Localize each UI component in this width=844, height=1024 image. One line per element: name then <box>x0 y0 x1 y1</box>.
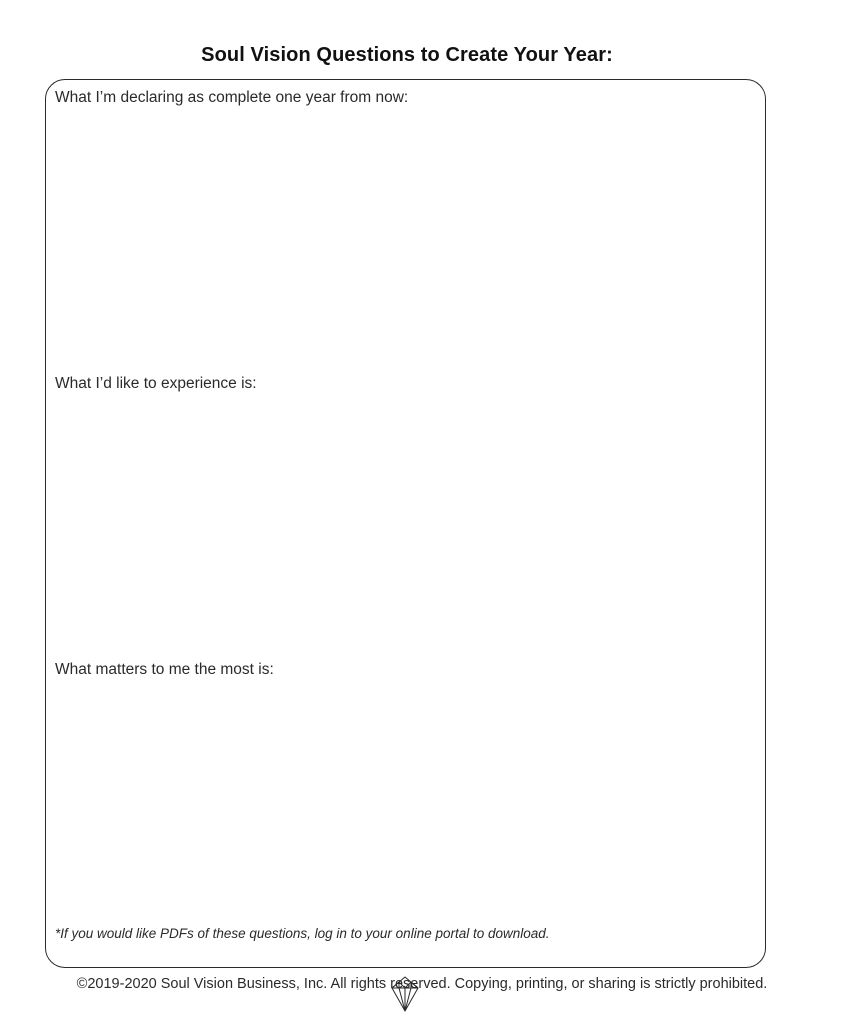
answer-area-matters-most[interactable] <box>55 686 755 886</box>
pdf-download-footnote: *If you would like PDFs of these questions, log in to your online portal to download. <box>55 926 550 941</box>
answer-area-declaring-complete[interactable] <box>55 114 755 354</box>
prompt-like-to-experience: What I’d like to experience is: <box>55 375 257 392</box>
page-title: Soul Vision Questions to Create Your Year: <box>201 44 613 66</box>
worksheet-box <box>45 79 766 968</box>
answer-area-like-to-experience[interactable] <box>55 400 755 640</box>
copyright-notice: ©2019-2020 Soul Vision Business, Inc. All rights reserved. Copying, printing, or sharing is strictly prohibited. <box>76 976 768 992</box>
prompt-declaring-complete: What I’m declaring as complete one year from now: <box>55 89 409 106</box>
diamond-logo-icon <box>389 976 421 1012</box>
prompt-matters-most: What matters to me the most is: <box>55 661 274 678</box>
